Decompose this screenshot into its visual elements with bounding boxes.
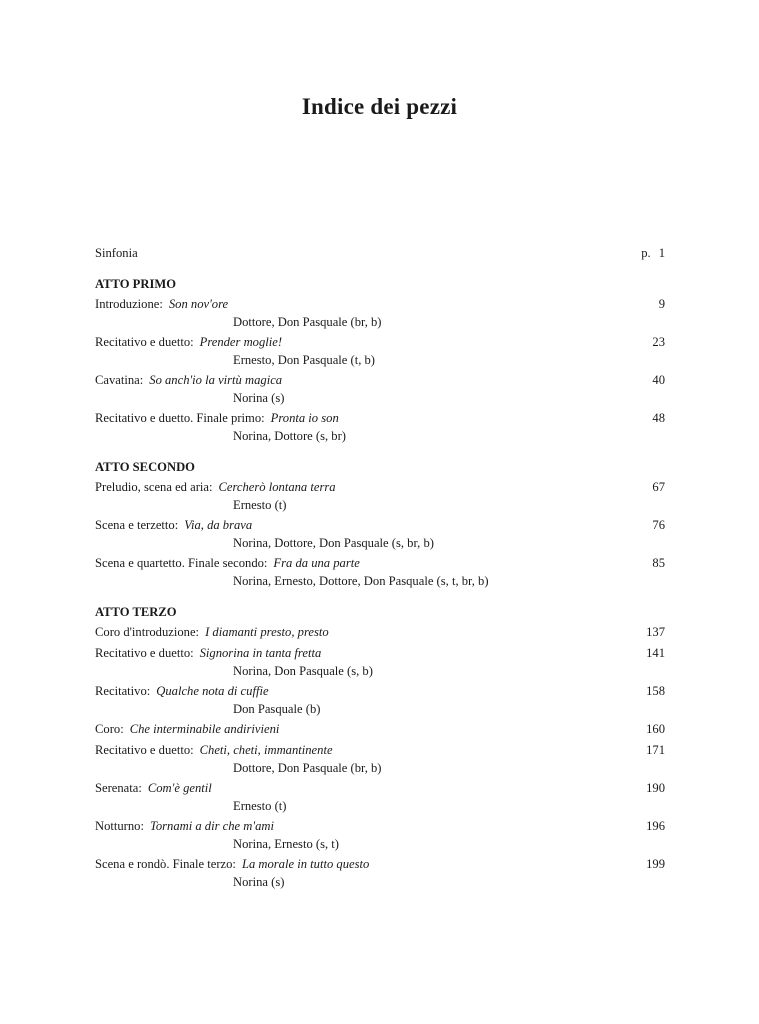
entry-type: Preludio, scena ed aria:	[95, 480, 213, 494]
entry-incipit: I diamanti presto, presto	[205, 625, 329, 639]
entry-type: Scena e quartetto. Finale secondo:	[95, 556, 268, 570]
acts-list	[95, 275, 665, 891]
toc-entry-sinfonia	[95, 244, 665, 262]
toc-entry	[95, 623, 665, 641]
entry-page	[641, 244, 665, 262]
entry-page: 23	[652, 335, 665, 349]
entry-incipit: Com'è gentil	[147, 781, 212, 795]
entry-roles: Ernesto (t)	[233, 799, 287, 813]
entry-incipit: Prender moglie!	[199, 335, 283, 349]
entry-page: 67	[652, 480, 665, 494]
entry-incipit: Signorina in tanta fretta	[199, 646, 322, 660]
entry-type: Scena e terzetto:	[95, 518, 179, 532]
entry-page: 40	[652, 373, 665, 387]
entry-type: Coro d'introduzione:	[95, 625, 200, 639]
toc-entry	[95, 720, 665, 738]
entry-roles: Norina, Ernesto, Dottore, Don Pasquale (s, t, br, b)	[233, 574, 489, 588]
page-prefix: p.	[641, 246, 651, 260]
entry-type: Serenata:	[95, 781, 142, 795]
toc-entry	[95, 295, 665, 313]
act-heading: ATTO TERZO	[95, 605, 177, 619]
entry-incipit: Qualche nota di cuffie	[156, 684, 269, 698]
entry-roles: Ernesto, Don Pasquale (t, b)	[233, 353, 375, 367]
entry-type: Recitativo e duetto:	[95, 743, 194, 757]
entry-page: 141	[646, 646, 665, 660]
entry-type: Cavatina:	[95, 373, 144, 387]
toc-entry	[95, 516, 665, 534]
toc-entry	[95, 741, 665, 759]
entry-roles: Dottore, Don Pasquale (br, b)	[233, 315, 382, 329]
entry-incipit: Via, da brava	[184, 518, 253, 532]
entry-type: Recitativo e duetto:	[95, 646, 194, 660]
entry-type: Coro:	[95, 722, 124, 736]
entry-incipit: Son nov'ore	[168, 297, 229, 311]
entry-roles: Don Pasquale (b)	[233, 702, 321, 716]
entry-page: 199	[646, 857, 665, 871]
toc-entry	[95, 371, 665, 389]
entry-roles: Norina, Dottore (s, br)	[233, 429, 346, 443]
entry-incipit: Che interminabile andirivieni	[129, 722, 280, 736]
entry-incipit: Tornami a dir che m'ami	[149, 819, 274, 833]
entry-page: 160	[646, 722, 665, 736]
toc-entry	[95, 855, 665, 873]
toc-entry	[95, 644, 665, 662]
entry-page: 48	[652, 411, 665, 425]
entry-type: Notturno:	[95, 819, 144, 833]
entry-page: 196	[646, 819, 665, 833]
entry-page: 171	[646, 743, 665, 757]
entry-page: 190	[646, 781, 665, 795]
entry-type: Scena e rondò. Finale terzo:	[95, 857, 236, 871]
entry-type: Recitativo e duetto:	[95, 335, 194, 349]
toc-entry	[95, 333, 665, 351]
entry-incipit: Fra da una parte	[273, 556, 360, 570]
entry-type: Recitativo e duetto. Finale primo:	[95, 411, 265, 425]
act-heading: ATTO PRIMO	[95, 277, 177, 291]
entry-name: Sinfonia	[95, 246, 138, 260]
entry-page: 137	[646, 625, 665, 639]
entry-incipit: Pronta io son	[270, 411, 339, 425]
entry-type: Recitativo:	[95, 684, 151, 698]
toc-entry	[95, 682, 665, 700]
entry-roles: Norina, Ernesto (s, t)	[233, 837, 339, 851]
toc-entry	[95, 817, 665, 835]
page-title: Indice dei pezzi	[301, 94, 458, 119]
entry-incipit: Cercherò lontana terra	[218, 480, 336, 494]
entry-roles: Ernesto (t)	[233, 498, 287, 512]
entry-page: 158	[646, 684, 665, 698]
entry-page: 85	[652, 556, 665, 570]
entry-roles: Norina, Don Pasquale (s, b)	[233, 664, 373, 678]
act-heading: ATTO SECONDO	[95, 460, 195, 474]
entry-roles: Norina (s)	[233, 875, 285, 889]
entry-roles: Norina (s)	[233, 391, 285, 405]
page-number: 1	[658, 246, 665, 260]
toc-entry	[95, 554, 665, 572]
entry-incipit: La morale in tutto questo	[241, 857, 370, 871]
entry-page: 9	[658, 297, 665, 311]
toc-entry	[95, 409, 665, 427]
entry-roles: Norina, Dottore, Don Pasquale (s, br, b)	[233, 536, 434, 550]
entry-incipit: Cheti, cheti, immantinente	[199, 743, 333, 757]
entry-incipit: So anch'io la virtù magica	[149, 373, 283, 387]
entry-page: 76	[652, 518, 665, 532]
entry-type: Introduzione:	[95, 297, 163, 311]
toc-entry	[95, 779, 665, 797]
entry-roles: Dottore, Don Pasquale (br, b)	[233, 761, 382, 775]
toc-entry	[95, 478, 665, 496]
table-of-contents	[95, 244, 665, 893]
